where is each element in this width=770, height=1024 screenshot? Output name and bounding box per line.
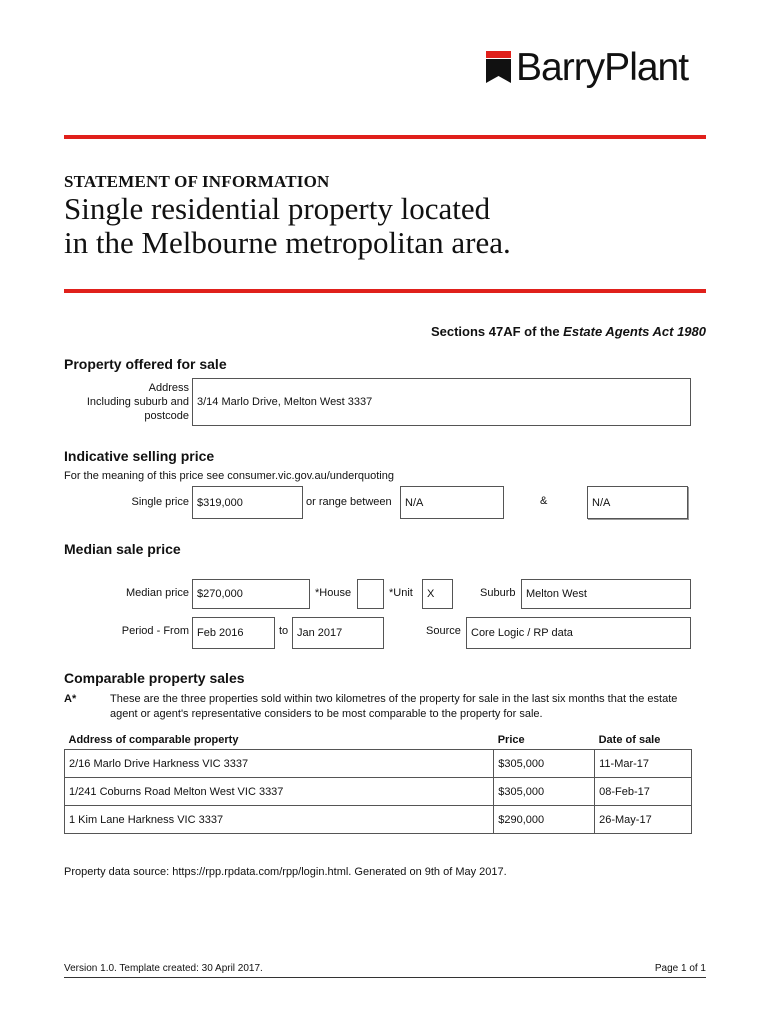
address-field[interactable]: 3/14 Marlo Drive, Melton West 3337 — [192, 378, 691, 426]
suburb-label: Suburb — [480, 587, 516, 599]
period-from-field[interactable]: Feb 2016 — [192, 617, 275, 649]
table-row — [65, 778, 692, 806]
median-price-label: Median price — [126, 587, 189, 599]
comparable-address[interactable]: 1 Kim Lane Harkness VIC 3337 — [65, 806, 494, 834]
house-label: *House — [315, 587, 352, 599]
brand-name: BarryPlant — [516, 46, 689, 89]
footer-page-number: Page 1 of 1 — [654, 963, 706, 974]
document-kicker: STATEMENT OF INFORMATION — [64, 172, 330, 191]
footer-divider — [64, 977, 706, 978]
indicative-heading: Indicative selling price — [64, 448, 215, 464]
legislation-prefix: Sections 47AF of the — [430, 324, 564, 339]
comparable-date[interactable]: 08-Feb-17 — [595, 778, 692, 806]
house-checkbox[interactable] — [357, 579, 384, 609]
document-title — [64, 192, 511, 260]
legislation-reference — [431, 324, 706, 339]
comparable-price[interactable]: $290,000 — [494, 806, 595, 834]
unit-label: *Unit — [389, 587, 413, 599]
period-from-label: Period - From — [121, 625, 189, 637]
data-source-note: Property data source: https://rpp.rpdata.com/rpp/login.html. Generated on 9th of May 2017. — [64, 866, 507, 878]
top-divider — [64, 135, 706, 139]
title-line-1: Single residential property located — [64, 191, 491, 226]
range-label: or range between — [306, 496, 392, 508]
median-price-field[interactable]: $270,000 — [192, 579, 310, 609]
median-heading: Median sale price — [64, 541, 181, 557]
table-row — [65, 750, 692, 778]
comparable-date[interactable]: 26-May-17 — [595, 806, 692, 834]
table-header-row — [65, 731, 692, 750]
underquoting-note: For the meaning of this price see consumer.vic.gov.au/underquoting — [64, 470, 394, 482]
column-header-address: Address of comparable property — [68, 734, 239, 746]
range-high-field[interactable]: N/A — [587, 486, 688, 519]
address-label-line-1: Address — [148, 382, 189, 394]
footer-version: Version 1.0. Template created: 30 April 2017. — [64, 963, 263, 974]
range-low-field[interactable]: N/A — [400, 486, 504, 519]
comparable-description: These are the three properties sold within two kilometres of the property for sale in the last six months that the estate agent or agent's representative considers to be most comparable to the property for sale. — [110, 693, 678, 720]
title-divider — [64, 289, 706, 293]
source-field[interactable]: Core Logic / RP data — [466, 617, 691, 649]
address-label-line-2: Including suburb and — [86, 396, 189, 408]
unit-checkbox[interactable]: X — [422, 579, 453, 609]
source-label: Source — [426, 625, 461, 637]
brand-logo — [486, 46, 706, 100]
address-label — [87, 381, 189, 423]
brand-mark-icon — [486, 51, 511, 83]
period-to-label: to — [279, 625, 289, 637]
comparable-price[interactable]: $305,000 — [494, 750, 595, 778]
comparable-marker: A* — [64, 693, 77, 705]
period-to-field[interactable]: Jan 2017 — [292, 617, 384, 649]
column-header-date: Date of sale — [598, 734, 661, 746]
property-heading: Property offered for sale — [64, 356, 227, 372]
range-ampersand: & — [540, 495, 548, 507]
single-price-label: Single price — [131, 496, 189, 508]
column-header-price: Price — [497, 734, 525, 746]
comparable-price[interactable]: $305,000 — [494, 778, 595, 806]
legislation-act: Estate Agents Act 1980 — [563, 324, 706, 339]
comparable-sales-table — [64, 731, 692, 834]
suburb-field[interactable]: Melton West — [521, 579, 691, 609]
table-row — [65, 806, 692, 834]
address-label-line-3: postcode — [144, 410, 189, 422]
comparable-address[interactable]: 2/16 Marlo Drive Harkness VIC 3337 — [65, 750, 494, 778]
comparable-date[interactable]: 11-Mar-17 — [595, 750, 692, 778]
comparable-heading: Comparable property sales — [64, 670, 245, 686]
title-line-2: in the Melbourne metropolitan area. — [64, 225, 511, 260]
single-price-field[interactable]: $319,000 — [192, 486, 303, 519]
comparable-address[interactable]: 1/241 Coburns Road Melton West VIC 3337 — [65, 778, 494, 806]
